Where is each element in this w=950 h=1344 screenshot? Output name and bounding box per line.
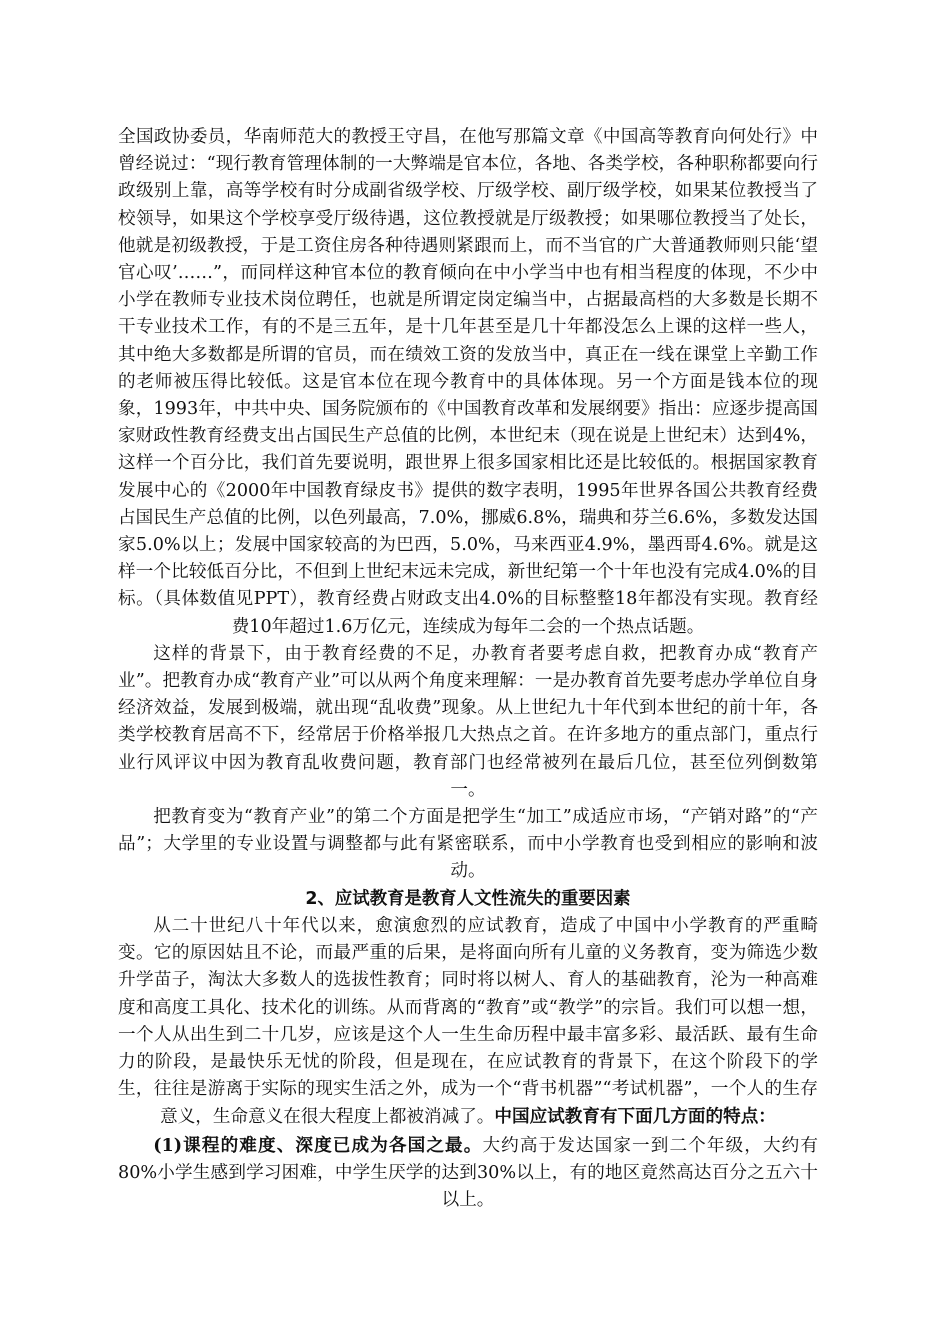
paragraph-3: 把教育变为“教育产业”的第二个方面是把学生“加工”成适应市场，“产销对路”的“产品”；大学里的专业设置与调整都与此有紧密联系，而中小学教育也受到相应的影响和波动。 [118,807,818,882]
document-body [118,124,818,1214]
paragraph-1: 全国政协委员，华南师范大的教授王守昌，在他写那篇文章《中国高等教育向何处行》中曾经说过：“现行教育管理体制的一大弊端是官本位，各地、各类学校，各种职称都要向行政级别上靠，高等学校有时分成副省级学校、厅级学校、副厅级学校，如果某位教授当了校领导，如果这个学校享受厅级待遇，这位教授就是厅级教授；如果哪位教授当了处长，他就是初级教授，于是工资住房各种待遇则紧跟而上，而不当官的广大普通教师则只能‘望官心叹’……”，而同样这种官本位的教育倾向在中小学当中也有相当程度的体现，不少中小学在教师专业技术岗位聘任，也就是所谓定岗定编当中，占据最高档的大多数是长期不干专业技术工作，有的不是三五年，是十几年甚至是几十年都没怎么上课的这样一些人，其中绝大多数都是所谓的官员，而在绩效工资的发放当中，真正在一线在课堂上辛勤工作的老师被压得比较低。这是官本位在现今教育中的具体体现。另一个方面是钱本位的现象，1993年，中共中央、国务院颁布的《中国教育改革和发展纲要》指出：应逐步提高国家财政性教育经费支出占国民生产总值的比例，本世纪末（现在说是上世纪末）达到4%，这样一个百分比，我们首先要说明，跟世界上很多国家相比还是比较低的。根据国家教育发展中心的《2000年中国教育绿皮书》提供的数字表明，1995年世界各国公共教育经费占国民生产总值的比例，以色列最高，7.0%，挪威6.8%，瑞典和芬兰6.6%，多数发达国家5.0%以上；发展中国家较高的为巴西，5.0%，马来西亚4.9%，墨西哥4.6%。就是这样一个比较低百分比，不但到上世纪末远未完成，新世纪第一个十年也没有完成4.0%的目标。（具体数值见PPT），教育经费占财政支出4.0%的目标整整18年都没有实现。教育经费10年超过1.6万亿元，连续成为每年二会的一个热点话题。 [118,127,818,637]
paragraph-5-text: 大约高于发达国家一到二个年级，大约有80%小学生感到学习困难，中学生厌学的达到30%以上，有的地区竟然高达百分之五六十以上。 [118,1135,818,1210]
paragraph-2: 这样的背景下，由于教育经费的不足，办教育者要考虑自救，把教育办成“教育产业”。把教育办成“教育产业”可以从两个角度来理解：一是办教育首先要考虑办学单位自身经济效益，发展到极端，就出现“乱收费”现象。从上世纪九十年代到本世纪的前十年，各类学校教育居高不下，经常居于价格举报几大热点之首。在许多地方的重点部门，重点行业行风评议中因为教育乱收费问题，教育部门也经常被列在最后几位，甚至位列倒数第一。 [118,643,818,800]
paragraph-4 [118,913,818,1132]
paragraph-4-text: 从二十世纪八十年代以来，愈演愈烈的应试教育，造成了中国中小学教育的严重畸变。它的原因姑且不论，而最严重的后果，是将面向所有儿童的义务教育，变为筛选少数升学苗子，淘汰大多数人的选拔性教育；同时将以树人、育人的基础教育，沦为一种高难度和高度工具化、技术化的训练。从而背离的“教育”或“教学”的宗旨。我们可以想一想，一个人从出生到二十几岁，应该是这个人一生生命历程中最丰富多彩、最活跃、最有生命力的阶段，是最快乐无忧的阶段，但是现在，在应试教育的背景下，在这个阶段下的学生，往往是游离于实际的现实生活之外，成为一个“背书机器”“考试机器”，一个人的生存意义，生命意义在很大程度上都被消减了。 [118,915,818,1128]
paragraph-4-bold: 中国应试教育有下面几方面的特点： [494,1106,776,1128]
paragraph-5-bold: (1)课程的难度、深度已成为各国之最。 [153,1134,483,1156]
section-heading-2: 2、应试教育是教育人文性流失的重要因素 [305,888,631,909]
paragraph-5 [118,1132,818,1215]
